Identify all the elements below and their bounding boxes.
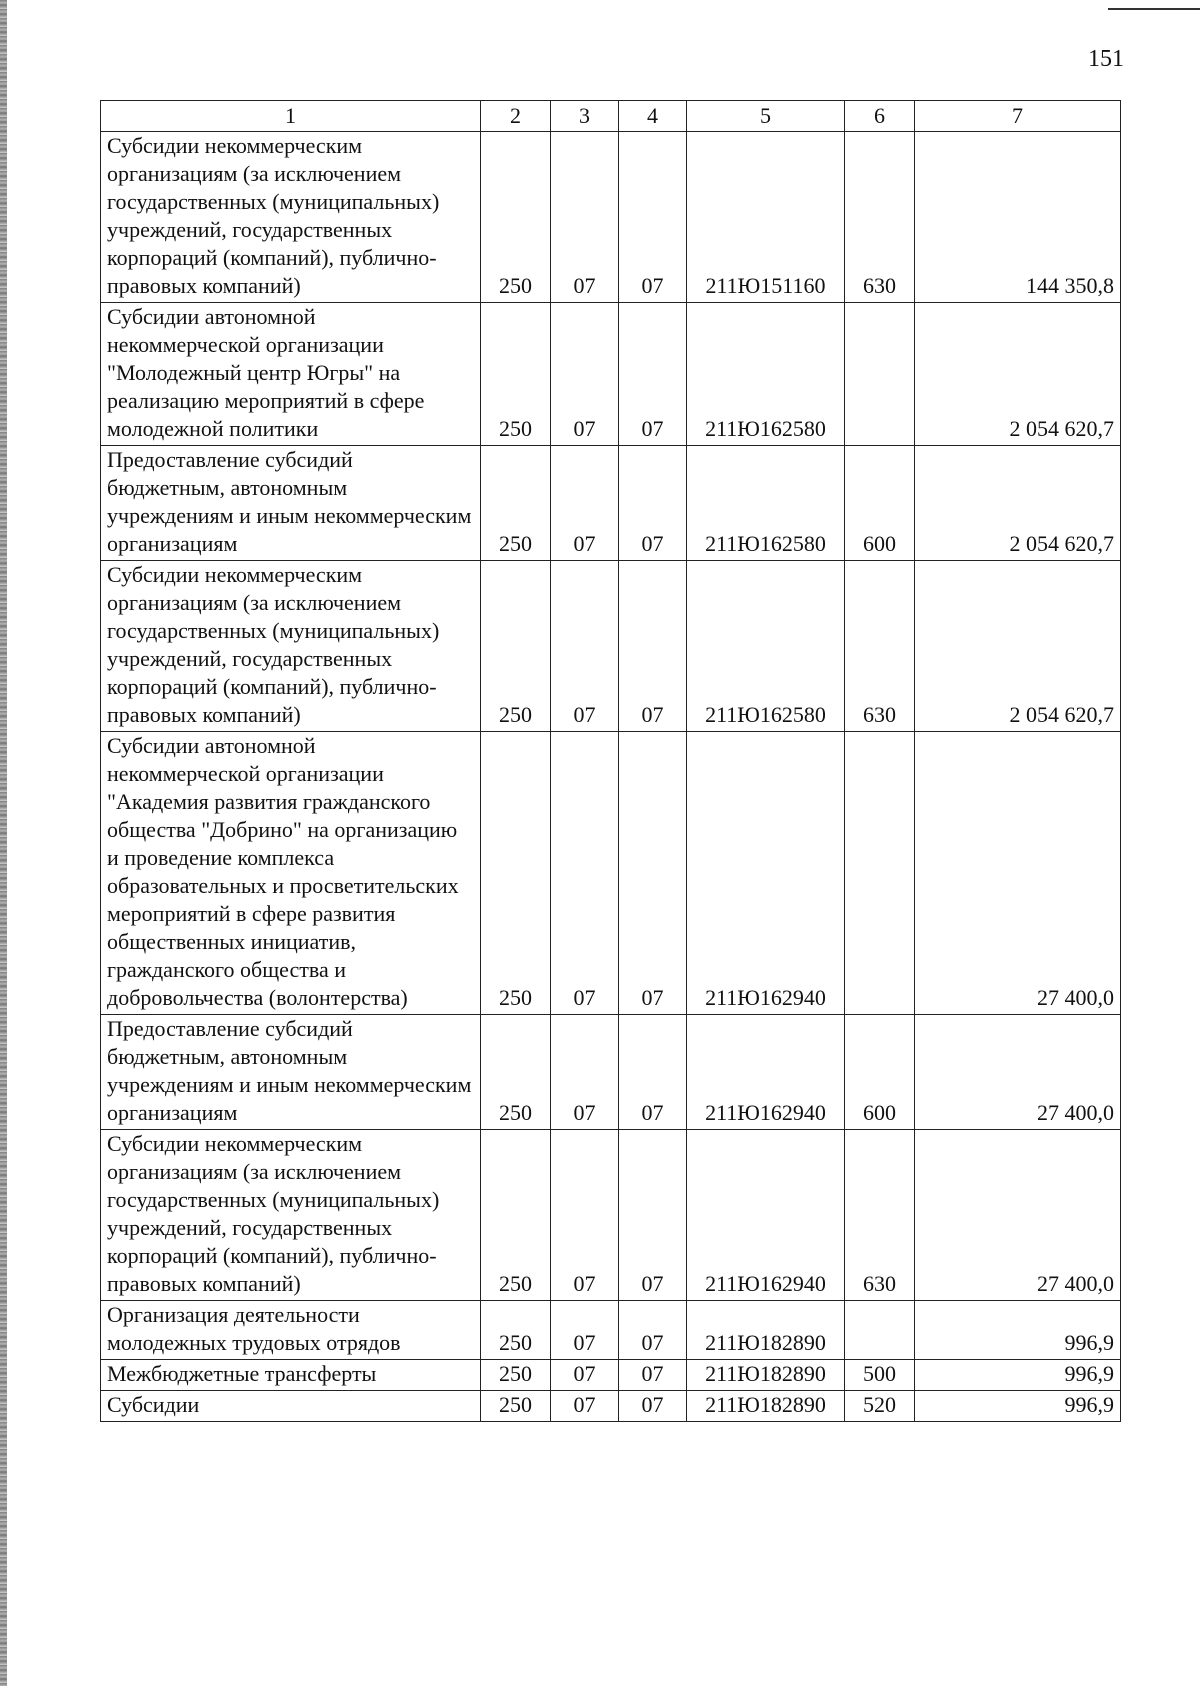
row-target-article: 211Ю182890 xyxy=(687,1391,845,1422)
row-description: Организация деятельности молодежных трудовых отрядов xyxy=(101,1301,481,1360)
table-header-row xyxy=(101,101,1121,132)
table-row xyxy=(101,132,1121,303)
column-header: 4 xyxy=(619,101,687,132)
row-ministry-code: 250 xyxy=(481,446,551,561)
row-target-article: 211Ю182890 xyxy=(687,1360,845,1391)
row-description: Субсидии автономной некоммерческой организации "Академия развития гражданского общества "Добрино" на организацию и проведение комплекса образовательных и просветительских мероприятий в сфере развития общественных инициатив, гражданского общества и добровольчества (волонтерства) xyxy=(101,732,481,1015)
row-description: Субсидии некоммерческим организациям (за исключением государственных (муниципальных) учреждений, государственных корпораций (компаний), публично-правовых компаний) xyxy=(101,132,481,303)
row-target-article: 211Ю182890 xyxy=(687,1301,845,1360)
row-ministry-code: 250 xyxy=(481,1391,551,1422)
row-amount: 27 400,0 xyxy=(915,732,1121,1015)
row-ministry-code: 250 xyxy=(481,1301,551,1360)
table-row xyxy=(101,561,1121,732)
column-header: 1 xyxy=(101,101,481,132)
row-amount: 27 400,0 xyxy=(915,1130,1121,1301)
row-subsection: 07 xyxy=(619,561,687,732)
table-row xyxy=(101,446,1121,561)
row-description: Субсидии автономной некоммерческой организации "Молодежный центр Югры" на реализацию мероприятий в сфере молодежной политики xyxy=(101,303,481,446)
row-subsection: 07 xyxy=(619,1015,687,1130)
row-subsection: 07 xyxy=(619,1301,687,1360)
row-amount: 2 054 620,7 xyxy=(915,561,1121,732)
row-expense-type: 600 xyxy=(845,1015,915,1130)
table-row xyxy=(101,1301,1121,1360)
row-section: 07 xyxy=(551,732,619,1015)
row-amount: 144 350,8 xyxy=(915,132,1121,303)
row-section: 07 xyxy=(551,303,619,446)
row-target-article: 211Ю162940 xyxy=(687,1015,845,1130)
row-amount: 996,9 xyxy=(915,1301,1121,1360)
row-expense-type xyxy=(845,1301,915,1360)
row-section: 07 xyxy=(551,132,619,303)
row-expense-type: 600 xyxy=(845,446,915,561)
row-description: Субсидии некоммерческим организациям (за исключением государственных (муниципальных) учреждений, государственных корпораций (компаний), публично-правовых компаний) xyxy=(101,561,481,732)
row-expense-type xyxy=(845,732,915,1015)
scan-edge-artifact xyxy=(0,0,7,1686)
row-ministry-code: 250 xyxy=(481,303,551,446)
column-header: 2 xyxy=(481,101,551,132)
row-amount: 996,9 xyxy=(915,1391,1121,1422)
row-description: Межбюджетные трансферты xyxy=(101,1360,481,1391)
row-amount: 2 054 620,7 xyxy=(915,446,1121,561)
row-expense-type: 630 xyxy=(845,1130,915,1301)
row-section: 07 xyxy=(551,1015,619,1130)
row-subsection: 07 xyxy=(619,1391,687,1422)
row-description: Субсидии некоммерческим организациям (за исключением государственных (муниципальных) учреждений, государственных корпораций (компаний), публично-правовых компаний) xyxy=(101,1130,481,1301)
row-amount: 2 054 620,7 xyxy=(915,303,1121,446)
table-row xyxy=(101,1391,1121,1422)
row-subsection: 07 xyxy=(619,1130,687,1301)
row-amount: 27 400,0 xyxy=(915,1015,1121,1130)
row-ministry-code: 250 xyxy=(481,1360,551,1391)
top-rule xyxy=(1108,8,1200,10)
row-expense-type: 630 xyxy=(845,561,915,732)
table-row xyxy=(101,303,1121,446)
row-target-article: 211Ю162940 xyxy=(687,1130,845,1301)
row-target-article: 211Ю162580 xyxy=(687,446,845,561)
row-target-article: 211Ю151160 xyxy=(687,132,845,303)
column-header: 5 xyxy=(687,101,845,132)
row-section: 07 xyxy=(551,1360,619,1391)
row-ministry-code: 250 xyxy=(481,1130,551,1301)
column-header: 3 xyxy=(551,101,619,132)
row-target-article: 211Ю162940 xyxy=(687,732,845,1015)
row-expense-type: 500 xyxy=(845,1360,915,1391)
row-subsection: 07 xyxy=(619,303,687,446)
row-subsection: 07 xyxy=(619,1360,687,1391)
column-header: 6 xyxy=(845,101,915,132)
row-section: 07 xyxy=(551,1391,619,1422)
row-ministry-code: 250 xyxy=(481,732,551,1015)
row-expense-type: 520 xyxy=(845,1391,915,1422)
table-row xyxy=(101,1360,1121,1391)
row-ministry-code: 250 xyxy=(481,132,551,303)
row-target-article: 211Ю162580 xyxy=(687,303,845,446)
row-section: 07 xyxy=(551,561,619,732)
row-target-article: 211Ю162580 xyxy=(687,561,845,732)
row-subsection: 07 xyxy=(619,132,687,303)
row-subsection: 07 xyxy=(619,446,687,561)
row-ministry-code: 250 xyxy=(481,1015,551,1130)
row-expense-type: 630 xyxy=(845,132,915,303)
table-row xyxy=(101,732,1121,1015)
row-expense-type xyxy=(845,303,915,446)
column-header: 7 xyxy=(915,101,1121,132)
row-amount: 996,9 xyxy=(915,1360,1121,1391)
row-section: 07 xyxy=(551,1301,619,1360)
budget-table xyxy=(100,100,1121,1422)
row-subsection: 07 xyxy=(619,732,687,1015)
row-description: Предоставление субсидий бюджетным, автономным учреждениям и иным некоммерческим организациям xyxy=(101,446,481,561)
row-section: 07 xyxy=(551,446,619,561)
row-description: Предоставление субсидий бюджетным, автономным учреждениям и иным некоммерческим организациям xyxy=(101,1015,481,1130)
row-ministry-code: 250 xyxy=(481,561,551,732)
row-description: Субсидии xyxy=(101,1391,481,1422)
row-section: 07 xyxy=(551,1130,619,1301)
page-number: 151 xyxy=(1088,46,1124,72)
table-row xyxy=(101,1015,1121,1130)
table-row xyxy=(101,1130,1121,1301)
